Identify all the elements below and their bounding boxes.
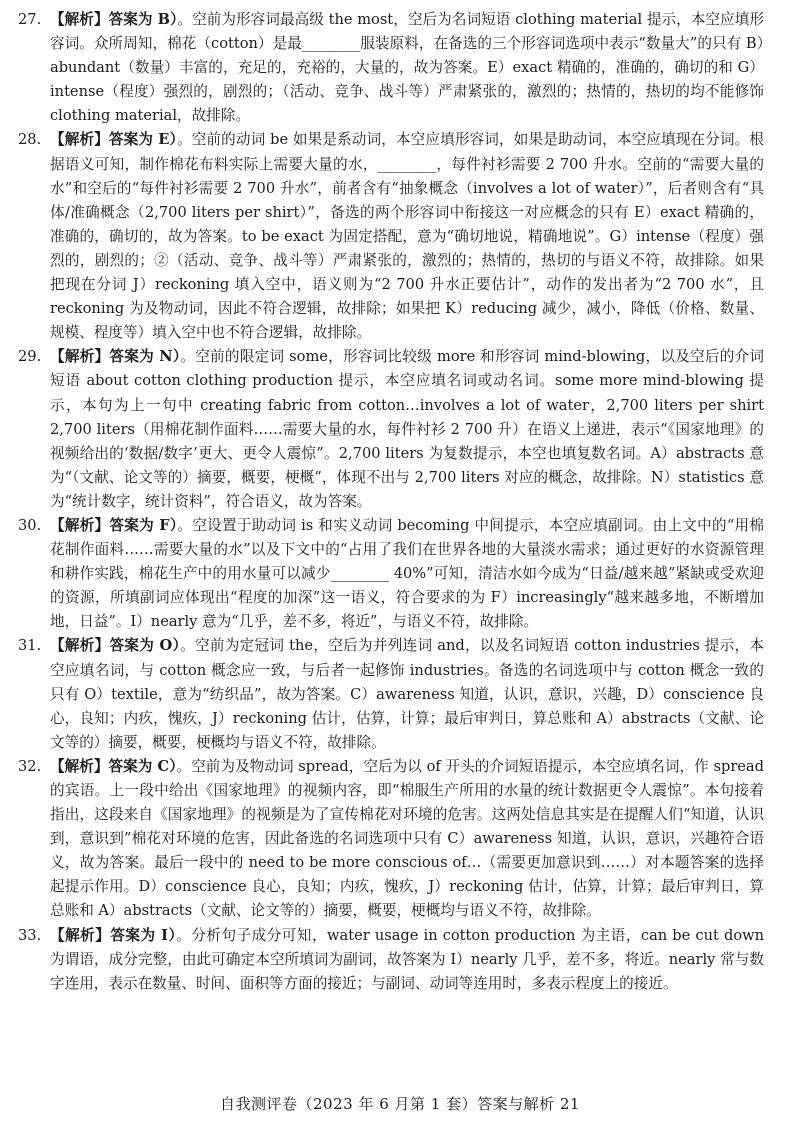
explanation-text: 。空前为及物动词 spread，空后为以 of 开头的介词短语提示，本空应填名词，作 spread 的宾语。上一段中给出《国家地理》的视频内容，即“棉服生产所用的水量的统计数据更令人震惊”。本句接着指出，这段来自《国家地理》的视频是为了宣传棉花对环境的危害。这两处信息其实是在提醒人们“知道，认识到，意识到”棉花对环境的危害，因此备选的名词选项中只有 C）awareness 知道，认识，意识，兴趣符合语义，故为答案。最后一段中的 need to be more conscious of…（需要更加意识到……）对本题答案的选择起提示作用。D）conscience 良心，良知；内疚，愧疚，J）reckoning 估计，估算，计算；最后审判日，算总账和 A）abstracts（文献、论文等的）摘要，概要，梗概均与语义不符，故排除。	[50, 757, 764, 920]
explanation-text: 。空前为定冠词 the，空后为并列连词 and，以及名词短语 cotton industries 提示，本空应填名词，与 cotton 概念应一致，与后者一起修饰 industries。备选的名词选项中与 cotton 概念一致的只有 O）textile，意为“纺织品”，故为答案。C）awareness 知道，认识，意识，兴趣，D）conscience 良心，良知；内疚，愧疚，J）reckoning 估计，估算，计算；最后审判日，算总账和 A）abstracts（文献、论文等的）摘要，概要，梗概均与语义不符，故排除。	[50, 637, 764, 751]
item-number: 31.	[18, 637, 42, 655]
explanation-text: 。空前为形容词最高级 the most，空后为名词短语 clothing material 提示，本空应填形容词。众所周知，棉花（cotton）是最________服装原料，在备选的三个形容词选项中表示“数量大”的只有 B）abundant（数量）丰富的，充足的，充裕的，大量的，故为答案。E）exact 精确的，准确的，确切的和 G）intense（程度）强烈的，剧烈的；（活动、竞争、战斗等）严肃紧张的，激烈的；热情的，热切的均不能修饰 clothing material，故排除。	[50, 11, 764, 125]
analysis-tag: 【解析】	[50, 637, 110, 655]
item-number: 30.	[18, 516, 42, 534]
explanation-item-29	[18, 345, 764, 514]
explanation-text: 。分析句子成分可知，water usage in cotton production 为主语，can be cut down 为谓语，成分完整，由此可确定本空所填词为副词，故答案为 I）nearly 几乎，差不多，将近。nearly 常与数字连用，表示在数量、时间、面积等方面的接近；与副词、动词等连用时，多表示程度上的接近。	[50, 926, 764, 992]
explanation-item-33	[18, 924, 764, 996]
item-number: 28.	[18, 131, 42, 149]
explanation-item-28	[18, 128, 764, 345]
item-number: 27.	[18, 11, 42, 28]
explanation-text: 。空前的动词 be 如果是系动词，本空应填形容词，如果是助动词，本空应填现在分词。根据语义可知，制作棉花布料实际上需要大量的水，________，每件衬衫需要 2 700 升水。空前的“需要大量的水”和空后的“每件衬衫需要 2 700 升水”，前者含有“抽象概念（involves a lot of water）”，后者则含有“具体/准确概念（2,700 liters per shirt）”，备选的两个形容词中衔接这一对应概念的只有 E）exact 精确的，准确的，确切的，故为答案。to be exact 为固定搭配，意为“确切地说，精确地说”。G）intense（程度）强烈的，剧烈的；②（活动、竞争、战斗等）严肃紧张的，激烈的；热情的，热切的与语义不符，故排除。如果把现在分词 J）reckoning 填入空中，语义则为“2 700 升水正要估计”，动作的发出者为“2 700 水”，且 reckoning 为及物动词，因此不符合逻辑，故排除；如果把 K）reducing 减少，减小，降低（价格、数量、规模、程度等）填入空中也不符合逻辑，故排除。	[50, 131, 764, 342]
analysis-tag: 【解析】	[50, 516, 110, 534]
analysis-tag: 【解析】	[50, 11, 109, 28]
analysis-tag: 【解析】	[50, 926, 111, 944]
item-number: 29.	[18, 348, 42, 366]
answer-label: 答案为 O）	[109, 637, 181, 655]
answer-label: 答案为 C）	[108, 757, 177, 775]
answer-label: 答案为 I）	[110, 926, 177, 944]
item-number: 33.	[18, 926, 42, 944]
page-footer: 自我测评卷（2023 年 6 月第 1 套）答案与解析 21	[220, 1095, 580, 1113]
explanation-item-27	[18, 8, 764, 128]
explanation-item-32	[18, 755, 764, 924]
analysis-tag: 【解析】	[50, 131, 109, 149]
answer-label: 答案为 E）	[108, 131, 177, 149]
answer-label: 答案为 B）	[108, 11, 178, 28]
analysis-tag: 【解析】	[50, 348, 110, 366]
explanation-item-31	[18, 634, 764, 754]
answer-label: 答案为 N）	[109, 348, 181, 366]
item-number: 32.	[18, 757, 42, 775]
explanation-text: 。空前的限定词 some，形容词比较级 more 和形容词 mind-blowing，以及空后的介词短语 about cotton clothing production 提示，本空应填名词或动名词。some more mind-blowing 提示，本句为上一句中 creating fabric from cotton…involves a lot of water，2,700 liters per shirt 2,700 liters（用棉花制作面料……需要大量的水，每件衬衫 2 700 升）在语义上递进，表示“《国家地理》的视频给出的‘数据/数字’更大、更令人震惊”。2,700 liters 为复数提示，本空也填复数名词。A）abstracts 意为“（文献、论文等的）摘要，概要，梗概”，体现不出与 2,700 liters 对应的概念，故排除。N）statistics 意为“统计数字，统计资料”，符合语义，故为答案。	[50, 348, 764, 510]
answer-label: 答案为 F）	[109, 516, 178, 534]
analysis-tag: 【解析】	[50, 757, 109, 775]
explanation-text: 。空设置于助动词 is 和实义动词 becoming 中间提示，本空应填副词。由上文中的“用棉花制作面料……需要大量的水”以及下文中的“占用了我们在世界各地的大量淡水需求；通过更好的水资源管理和耕作实践，棉花生产中的用水量可以减少________ 40%”可知，清洁水如今成为“日益/越来越”紧缺或受欢迎的资源，所填副词应体现出“程度的加深”这一语义，符合要求的为 F）increasingly“越来越多地，不断增加地，日益”。I）nearly 意为“几乎，差不多，将近”，与语义不符，故排除。	[50, 516, 764, 631]
explanation-item-30	[18, 514, 764, 634]
